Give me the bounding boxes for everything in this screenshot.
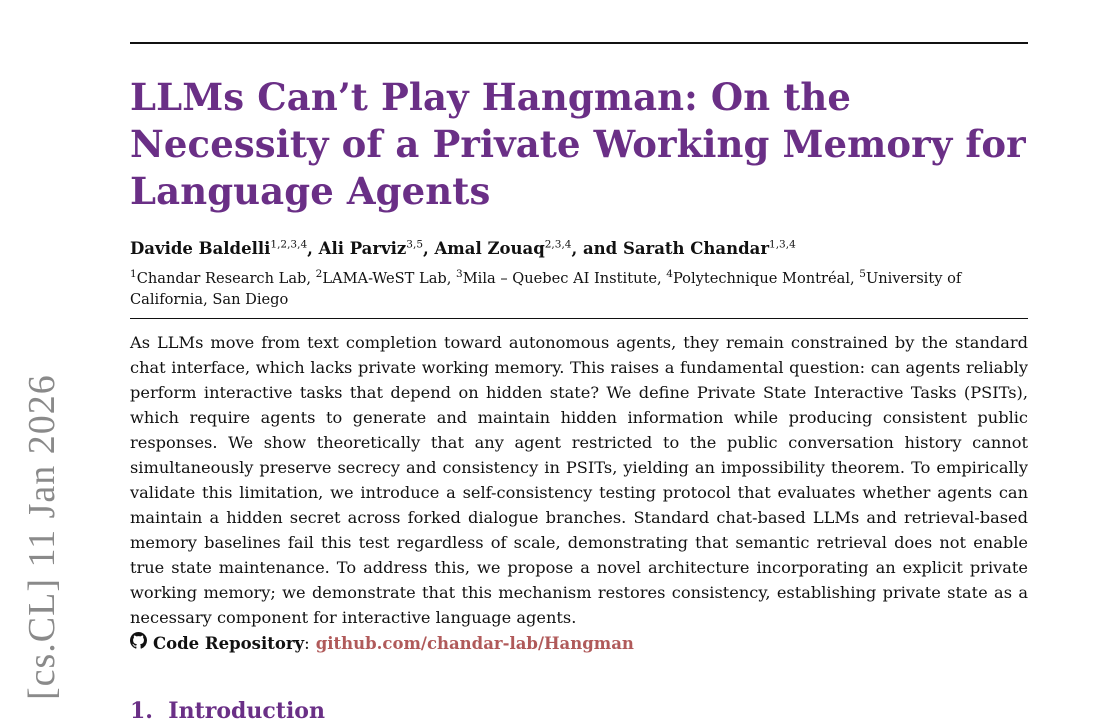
abstract-text: As LLMs move from text completion toward autonomous agents, they remain constrained by the standard chat interface, which lacks private working memory. This raises a fundamental question: can agents reliably perform interactive tasks that depend on hidden state? We define Private State Interactive Tasks (PSITs), which require agents to generate and maintain hidden information while producing consistent public responses. We show theoretically that any agent restricted to the public conversation history cannot simultaneously preserve secrecy and consistency in PSITs, yielding an impossibility theorem. To empirically validate this limitation, we introduce a self-consistency testing protocol that evaluates whether agents can maintain a hidden secret across forked dialogue branches. Standard chat-based LLMs and retrieval-based memory baselines fail this test regardless of scale, demonstrating that semantic retrieval does not enable true state maintenance. To address this, we propose a novel architecture incorporating an explicit private working memory; we demonstrate that this mechanism restores consistency, establishing private state as a necessary component for interactive language agents. <box>130 333 1028 627</box>
affil-sup: 4 <box>666 268 673 281</box>
code-repository <box>130 631 634 656</box>
affiliation: Polytechnique Montréal, <box>672 270 860 287</box>
author-list <box>130 238 796 260</box>
author-affil-sup: 1,2,3,4 <box>270 238 308 251</box>
affil-sup: 5 <box>859 268 866 281</box>
paper-title: LLMs Can’t Play Hangman: On the Necessity of a Private Working Memory for Language Agents <box>130 75 1026 213</box>
github-icon <box>130 631 147 656</box>
affiliation: LAMA-WeST Lab, <box>322 270 457 287</box>
affiliation: Chandar Research Lab, <box>136 270 316 287</box>
affiliation: Mila – Quebec AI Institute, <box>462 270 667 287</box>
author-separator: , <box>307 239 319 258</box>
affil-sup: 1 <box>130 268 137 281</box>
arxiv-stamp: [cs.CL] 11 Jan 2026 <box>21 374 63 700</box>
repo-label: Code Repository <box>153 634 305 653</box>
section-number: 1. <box>130 698 153 724</box>
affiliation: University of California, San Diego <box>130 270 962 308</box>
author-affil-sup: 1,3,4 <box>769 238 796 251</box>
affil-sup: 2 <box>315 268 323 281</box>
author-name: Davide Baldelli <box>130 239 271 258</box>
repo-colon: : <box>304 634 310 653</box>
section-heading <box>130 696 325 726</box>
abstract-rule <box>130 318 1028 319</box>
author-separator: , and <box>571 239 623 258</box>
repo-link[interactable]: github.com/chandar-lab/Hangman <box>315 634 634 653</box>
author-affil-sup: 3,5 <box>406 238 423 251</box>
author-affil-sup: 2,3,4 <box>544 238 572 251</box>
author-separator: , <box>423 239 435 258</box>
affil-sup: 3 <box>456 268 463 281</box>
affiliation-list <box>130 268 1010 310</box>
author-name: Ali Parviz <box>318 239 407 258</box>
section-title: Introduction <box>168 698 325 724</box>
author-name: Amal Zouaq <box>434 239 545 258</box>
author-name: Sarath Chandar <box>622 239 770 258</box>
top-rule <box>130 42 1028 44</box>
